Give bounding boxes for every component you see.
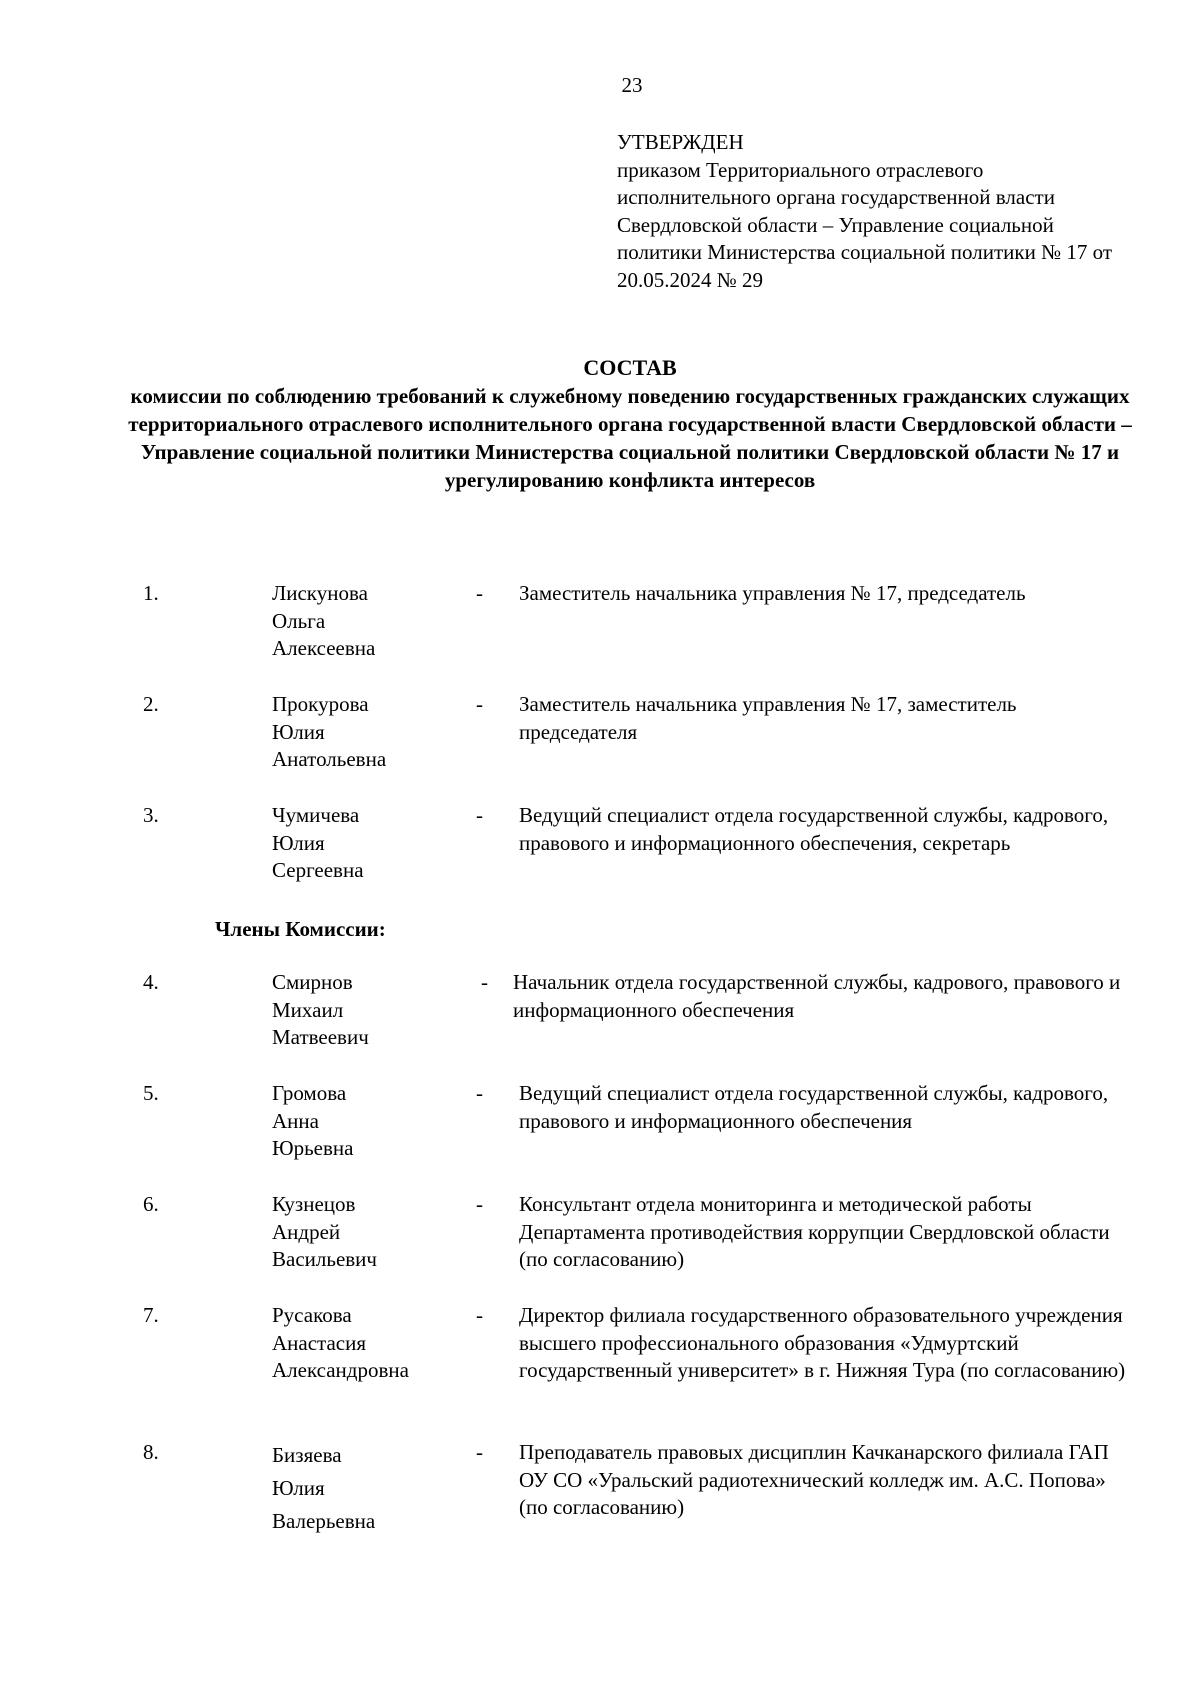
member-patronymic: Анатольевна: [272, 747, 387, 771]
member-surname: Лискунова: [272, 581, 368, 605]
member-first-name: Юлия: [272, 1476, 325, 1500]
member-first-name: Анна: [272, 1108, 319, 1133]
list-item: [0, 580, 1200, 670]
list-item: [0, 691, 1200, 781]
member-patronymic: Александровна: [272, 1358, 409, 1382]
member-name: [272, 691, 462, 774]
member-first-name: Юлия: [272, 719, 325, 744]
list-item: [0, 1080, 1200, 1170]
member-role: Начальник отдела государственной службы, кадрового, правового и информационного обеспечения: [513, 970, 1121, 1022]
member-name: [272, 580, 462, 663]
item-number: 8.: [143, 1440, 159, 1464]
separator-dash: -: [476, 1192, 483, 1216]
list-item: [0, 969, 1200, 1059]
separator-dash: -: [476, 581, 483, 605]
member-name: [272, 802, 462, 885]
separator-dash: -: [481, 970, 488, 994]
member-patronymic: Матвеевич: [272, 1025, 369, 1049]
member-first-name: Андрей: [272, 1219, 341, 1244]
member-patronymic: Сергеевна: [272, 858, 364, 882]
member-patronymic: Алексеевна: [272, 636, 376, 660]
members-heading: Члены Комиссии:: [215, 917, 386, 941]
document-subtitle: комиссии по соблюдению требований к служебному поведению государственных гражданских служащих территориального отраслевого исполнительного органа государственной власти Свердловской области – Управление социальной политики Министерства социальной политики Свердловской области № 17 и урегулированию конфликта интересов: [128, 384, 1132, 492]
member-patronymic: Валерьевна: [272, 1509, 376, 1533]
member-surname: Бизяева: [272, 1443, 342, 1467]
list-item: [0, 1439, 1200, 1533]
member-role: Преподаватель правовых дисциплин Качканарского филиала ГАП ОУ СО «Уральский радиотехнический колледж им. А.С. Попова» (по согласованию): [519, 1440, 1109, 1519]
separator-dash: -: [476, 1303, 483, 1327]
list-item: [0, 1302, 1200, 1392]
separator-dash: -: [476, 803, 483, 827]
member-patronymic: Юрьевна: [272, 1136, 354, 1160]
member-role: Ведущий специалист отдела государственной службы, кадрового, правового и информационного обеспечения: [519, 1081, 1109, 1133]
item-number: 1.: [143, 581, 159, 605]
member-surname: Громова: [272, 1081, 347, 1105]
member-role: Заместитель начальника управления № 17, заместитель председателя: [519, 692, 1017, 744]
member-name: [272, 1439, 462, 1538]
item-number: 7.: [143, 1303, 159, 1327]
list-item: [0, 802, 1200, 892]
member-first-name: Ольга: [272, 608, 326, 633]
member-surname: Смирнов: [272, 970, 353, 994]
member-name: [272, 1191, 462, 1274]
approval-text: приказом Территориального отраслевого исполнительного органа государственной власти Свердловской области – Управление социальной политики Министерства социальной политики № 17 от 20.05.2024 № 29: [617, 157, 1113, 292]
member-first-name: Анастасия: [272, 1330, 367, 1355]
member-surname: Русакова: [272, 1303, 352, 1327]
item-number: 3.: [143, 803, 159, 827]
list-item: [0, 1191, 1200, 1281]
item-number: 2.: [143, 692, 159, 716]
item-number: 6.: [143, 1192, 159, 1216]
member-first-name: Юлия: [272, 830, 325, 855]
member-first-name: Михаил: [272, 997, 344, 1022]
separator-dash: -: [476, 1081, 483, 1105]
document-title: СОСТАВ: [583, 355, 677, 380]
member-role: Директор филиала государственного образовательного учреждения высшего профессионального образования «Удмуртский государственный университет» в г. Нижняя Тура (по согласованию): [519, 1303, 1126, 1382]
member-surname: Прокурова: [272, 692, 369, 716]
item-number: 4.: [143, 970, 159, 994]
approval-block: [617, 129, 1137, 294]
member-role: Ведущий специалист отдела государственной службы, кадрового, правового и информационного обеспечения, секретарь: [519, 803, 1109, 855]
document-heading: [120, 354, 1140, 494]
separator-dash: -: [476, 692, 483, 716]
approval-title: УТВЕРЖДЕН: [617, 130, 744, 154]
separator-dash: -: [476, 1440, 483, 1464]
member-role: Консультант отдела мониторинга и методической работы Департамента противодействия коррупции Свердловской области (по согласованию): [519, 1192, 1110, 1271]
item-number: 5.: [143, 1081, 159, 1105]
member-name: [272, 1302, 462, 1385]
member-name: [272, 1080, 462, 1163]
member-name: [272, 969, 462, 1052]
page-number: 23: [621, 73, 643, 97]
member-role: Заместитель начальника управления № 17, председатель: [519, 581, 1026, 605]
member-patronymic: Васильевич: [272, 1247, 377, 1271]
member-surname: Кузнецов: [272, 1192, 356, 1216]
member-surname: Чумичева: [272, 803, 360, 827]
